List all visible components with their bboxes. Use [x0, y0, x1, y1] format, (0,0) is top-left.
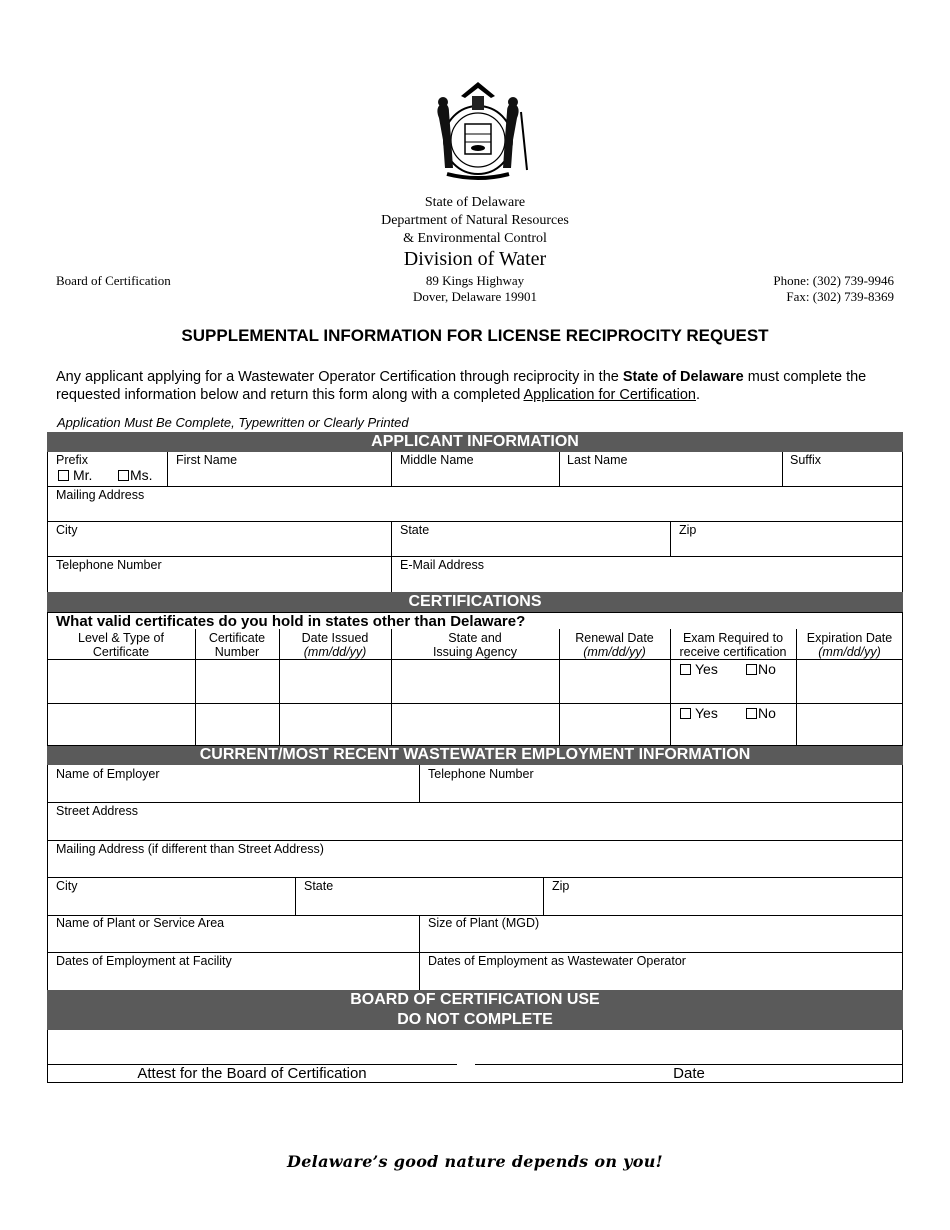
col-date-issued-line1: Date Issued: [301, 631, 369, 645]
col-date-issued-line2: (mm/dd/yy): [303, 645, 367, 659]
row1-yes-checkbox[interactable]: [680, 664, 691, 675]
employer-zip-field[interactable]: Zip: [552, 879, 570, 893]
employer-name-field[interactable]: Name of Employer: [56, 767, 160, 781]
first-name-field[interactable]: First Name: [176, 453, 238, 467]
col-level-type-header: [47, 631, 195, 659]
phone-number: Phone: (302) 739-9946: [773, 273, 894, 288]
intro-text-2: must complete the requested information below and return this form along with a completed: [56, 369, 867, 403]
city-field[interactable]: City: [56, 523, 78, 537]
suffix-field[interactable]: Suffix: [790, 453, 822, 467]
applicant-section-header: APPLICANT INFORMATION: [47, 432, 903, 452]
board-name: Board of Certification: [56, 273, 171, 288]
col-date-issued-header: [279, 631, 391, 659]
col-renewal-date-header: [559, 631, 670, 659]
row1-exam-no-option[interactable]: [746, 661, 776, 677]
department-name: Department of Natural Resources: [381, 213, 569, 228]
row2-exam-no-option[interactable]: [746, 705, 776, 721]
zip-field[interactable]: Zip: [679, 523, 697, 537]
intro-text-3: .: [695, 387, 700, 403]
address-line-1: 89 Kings Highway: [425, 273, 525, 288]
intro-text-1: Any applicant applying for a Wastewater Operator Certification through reciprocity in the: [56, 369, 623, 385]
email-field[interactable]: E-Mail Address: [400, 558, 485, 572]
col-expiration-date-header: [796, 631, 903, 659]
mr-checkbox[interactable]: [58, 470, 69, 481]
col-issuing-agency-header: [391, 631, 559, 659]
row1-no-label: No: [758, 661, 776, 677]
col-cert-number-header: [195, 631, 279, 659]
board-use-heading-2: DO NOT COMPLETE: [397, 1011, 553, 1028]
address-line-2: Dover, Delaware 19901: [412, 289, 537, 304]
mr-label: Mr.: [73, 467, 93, 483]
plant-name-field[interactable]: Name of Plant or Service Area: [56, 916, 225, 930]
col-level-type-line2: Certificate: [92, 645, 150, 659]
delaware-state-seal-icon: [423, 78, 533, 182]
certifications-question: What valid certificates do you hold in states other than Delaware?: [56, 613, 526, 630]
col-exam-required-line1: Exam Required to: [682, 631, 784, 645]
application-link[interactable]: Application for Certification: [523, 387, 696, 403]
prefix-mr-option[interactable]: [58, 467, 92, 483]
division-name: Division of Water: [403, 248, 547, 270]
footer-motto: Delaware’s good nature depends on you!: [287, 1152, 663, 1171]
col-issuing-agency-line2: Issuing Agency: [432, 645, 518, 659]
row2-yes-checkbox[interactable]: [680, 708, 691, 719]
ms-checkbox[interactable]: [118, 470, 129, 481]
instruction-note: Application Must Be Complete, Typewritten or Clearly Printed: [57, 415, 409, 430]
department-name-2: & Environmental Control: [403, 231, 547, 246]
col-renewal-date-line2: (mm/dd/yy): [583, 645, 646, 659]
employer-city-field[interactable]: City: [56, 879, 78, 893]
attest-label: Attest for the Board of Certification: [137, 1065, 367, 1082]
row1-exam-yes-option[interactable]: [680, 661, 718, 677]
dates-facility-field[interactable]: Dates of Employment at Facility: [56, 954, 232, 968]
intro-bold-state: State of Delaware: [622, 369, 744, 385]
col-expiration-date-line2: (mm/dd/yy): [818, 645, 881, 659]
fax-number: Fax: (302) 739-8369: [786, 289, 894, 304]
col-renewal-date-line1: Renewal Date: [575, 631, 654, 645]
state-name: State of Delaware: [424, 195, 526, 210]
last-name-field[interactable]: Last Name: [567, 453, 628, 467]
date-label: Date: [673, 1065, 705, 1082]
state-field[interactable]: State: [400, 523, 430, 537]
col-expiration-date-line1: Expiration Date: [806, 631, 893, 645]
employment-section-header: CURRENT/MOST RECENT WASTEWATER EMPLOYMENT INFORMATION: [47, 745, 903, 765]
employer-mailing-address-field[interactable]: Mailing Address (if different than Street Address): [56, 842, 324, 856]
street-address-field[interactable]: Street Address: [56, 804, 138, 818]
dates-operator-field[interactable]: Dates of Employment as Wastewater Operator: [428, 954, 686, 968]
employer-telephone-field[interactable]: Telephone Number: [428, 767, 534, 781]
middle-name-field[interactable]: Middle Name: [400, 453, 474, 467]
col-exam-required-line2: receive certification: [679, 645, 787, 659]
board-use-heading-1: BOARD OF CERTIFICATION USE: [350, 991, 600, 1008]
row1-yes-label: Yes: [695, 661, 718, 677]
col-cert-number-line1: Certificate: [208, 631, 266, 645]
prefix-label: Prefix: [56, 453, 88, 467]
intro-paragraph: [56, 368, 896, 404]
col-exam-required-header: [670, 631, 796, 659]
row2-no-label: No: [758, 705, 776, 721]
certifications-section-header: CERTIFICATIONS: [47, 592, 903, 612]
row2-exam-yes-option[interactable]: [680, 705, 718, 721]
mailing-address-field[interactable]: Mailing Address: [56, 488, 145, 502]
page-title: SUPPLEMENTAL INFORMATION FOR LICENSE RECIPROCITY REQUEST: [181, 326, 769, 345]
telephone-field[interactable]: Telephone Number: [56, 558, 162, 572]
ms-label: Ms.: [130, 467, 153, 483]
row2-no-checkbox[interactable]: [746, 708, 757, 719]
row1-no-checkbox[interactable]: [746, 664, 757, 675]
row2-yes-label: Yes: [695, 705, 718, 721]
plant-size-field[interactable]: Size of Plant (MGD): [428, 916, 540, 930]
col-cert-number-line2: Number: [214, 645, 260, 659]
col-issuing-agency-line1: State and: [448, 631, 502, 645]
prefix-ms-option[interactable]: [118, 467, 153, 483]
employer-state-field[interactable]: State: [304, 879, 334, 893]
col-level-type-line1: Level & Type of: [78, 631, 164, 645]
board-use-section-header: [47, 990, 903, 1030]
